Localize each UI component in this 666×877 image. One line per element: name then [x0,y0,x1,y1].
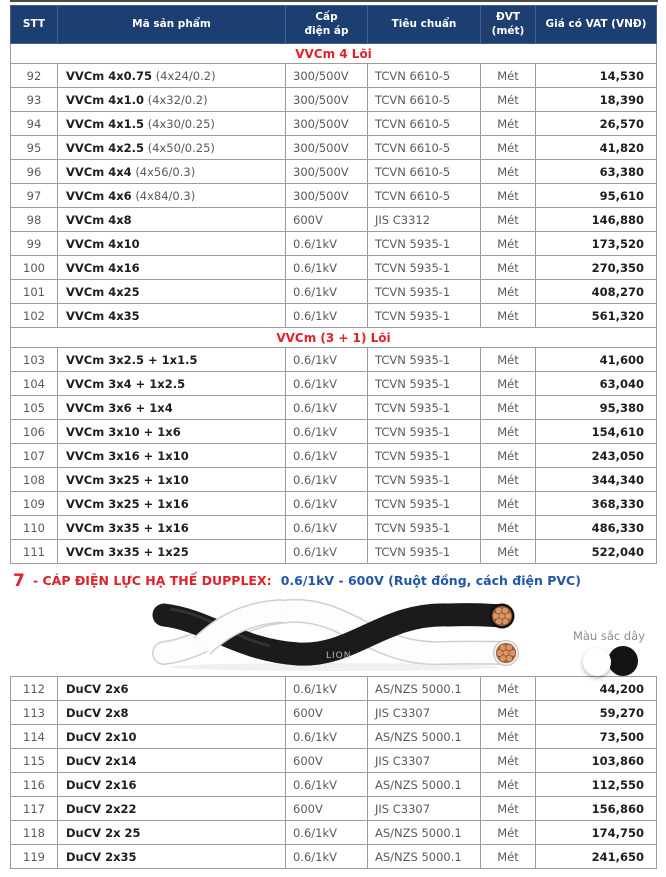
unit-cell: Mét [481,420,536,444]
voltage-cell: 300/500V [286,184,368,208]
stt-cell: 97 [11,184,58,208]
voltage-cell: 0.6/1kV [286,348,368,372]
unit-cell: Mét [481,372,536,396]
product-code: VVCm 3x25 + 1x10 [66,472,189,487]
standard-cell: AS/NZS 5000.1 [368,821,481,845]
standard-cell: TCVN 6610-5 [368,136,481,160]
unit-cell: Mét [481,136,536,160]
standard-cell: JIS C3307 [368,701,481,725]
table-row [11,348,657,372]
stt-cell: 116 [11,773,58,797]
product-code: VVCm 3x4 + 1x2.5 [66,376,186,391]
stt-cell: 95 [11,136,58,160]
voltage-cell: 0.6/1kV [286,540,368,564]
stt-cell: 93 [11,88,58,112]
stt-cell: 109 [11,492,58,516]
standard-cell: TCVN 6610-5 [368,160,481,184]
unit-cell: Mét [481,160,536,184]
standard-cell: TCVN 5935-1 [368,516,481,540]
stt-cell: 106 [11,420,58,444]
stt-cell: 110 [11,516,58,540]
price-cell: 270,350 [536,256,657,280]
stt-cell: 114 [11,725,58,749]
product-code: VVCm 3x10 + 1x6 [66,424,181,439]
product-code: VVCm 4x6 [66,188,132,203]
table-row [11,160,657,184]
voltage-cell: 0.6/1kV [286,444,368,468]
standard-cell: TCVN 5935-1 [368,348,481,372]
standard-cell: JIS C3312 [368,208,481,232]
table-row [11,184,657,208]
product-note: (4x30/0.25) [147,116,215,131]
voltage-cell: 0.6/1kV [286,845,368,869]
product-cell [58,725,286,749]
price-cell: 241,650 [536,845,657,869]
table-row [11,701,657,725]
price-cell: 18,390 [536,88,657,112]
table-row [11,444,657,468]
product-cell [58,468,286,492]
voltage-cell: 0.6/1kV [286,256,368,280]
price-cell: 95,610 [536,184,657,208]
unit-cell: Mét [481,492,536,516]
price-cell: 112,550 [536,773,657,797]
product-cell [58,348,286,372]
voltage-cell: 300/500V [286,112,368,136]
standard-cell: TCVN 5935-1 [368,304,481,328]
voltage-cell: 0.6/1kV [286,821,368,845]
table-row [11,725,657,749]
standard-cell: TCVN 5935-1 [368,420,481,444]
product-cell [58,845,286,869]
black-wire-swatch [608,646,638,676]
standard-cell: AS/NZS 5000.1 [368,773,481,797]
table-row [11,773,657,797]
product-cell [58,208,286,232]
product-code: VVCm 4x0.75 [66,68,153,83]
section7-number: 7 [13,571,25,591]
table-row [11,256,657,280]
product-code: DuCV 2x6 [66,681,129,696]
unit-cell: Mét [481,256,536,280]
copper-end-black [490,604,515,629]
product-cell [58,677,286,701]
product-code: DuCV 2x16 [66,777,137,792]
section-header: VVCm 4 Lõi [11,44,657,64]
unit-cell: Mét [481,845,536,869]
standard-cell: AS/NZS 5000.1 [368,725,481,749]
table-row [11,208,657,232]
product-code: VVCm 3x35 + 1x16 [66,520,189,535]
col-standard: Tiêu chuẩn [368,6,481,44]
header-row [11,6,657,44]
price-cell: 41,600 [536,348,657,372]
stt-cell: 92 [11,64,58,88]
price-table-ducv [10,676,657,869]
unit-cell: Mét [481,797,536,821]
product-cell [58,516,286,540]
stt-cell: 113 [11,701,58,725]
product-code: VVCm 4x8 [66,212,132,227]
product-note: (4x84/0.3) [135,188,196,203]
stt-cell: 98 [11,208,58,232]
unit-cell: Mét [481,208,536,232]
unit-cell: Mét [481,64,536,88]
voltage-cell: 300/500V [286,64,368,88]
unit-cell: Mét [481,184,536,208]
standard-cell: TCVN 5935-1 [368,280,481,304]
product-code: VVCm 3x16 + 1x10 [66,448,189,463]
stt-cell: 108 [11,468,58,492]
unit-cell: Mét [481,749,536,773]
product-cell [58,184,286,208]
voltage-cell: 0.6/1kV [286,492,368,516]
price-cell: 41,820 [536,136,657,160]
price-cell: 63,380 [536,160,657,184]
product-note: (4x24/0.2) [155,68,216,83]
voltage-cell: 0.6/1kV [286,468,368,492]
product-cell [58,232,286,256]
unit-cell: Mét [481,444,536,468]
table-row [11,396,657,420]
voltage-cell: 0.6/1kV [286,396,368,420]
table-row [11,516,657,540]
stt-cell: 94 [11,112,58,136]
product-code: VVCm 4x16 [66,260,140,275]
price-cell: 561,320 [536,304,657,328]
col-unit: ĐVT (mét) [481,6,536,44]
product-note: (4x50/0.25) [147,140,215,155]
product-code: DuCV 2x8 [66,705,129,720]
standard-cell: TCVN 6610-5 [368,88,481,112]
price-cell: 154,610 [536,420,657,444]
product-cell [58,136,286,160]
legend-swatches [556,646,662,678]
voltage-cell: 600V [286,208,368,232]
price-cell: 26,570 [536,112,657,136]
standard-cell: JIS C3307 [368,797,481,821]
section7-title: - CÁP ĐIỆN LỰC HẠ THẾ DUPPLEX: [32,573,272,588]
unit-cell: Mét [481,232,536,256]
voltage-cell: 0.6/1kV [286,420,368,444]
table-row [11,232,657,256]
legend-label: Màu sắc dây [572,629,646,643]
product-note: (4x32/0.2) [147,92,208,107]
price-cell: 146,880 [536,208,657,232]
table-row [11,304,657,328]
product-cell [58,797,286,821]
voltage-cell: 600V [286,701,368,725]
price-cell: 522,040 [536,540,657,564]
copper-end-white [494,641,519,666]
unit-cell: Mét [481,468,536,492]
product-cell [58,749,286,773]
price-cell: 63,040 [536,372,657,396]
price-cell: 174,750 [536,821,657,845]
product-cell [58,112,286,136]
product-code: VVCm 4x1.5 [66,116,145,131]
product-code: VVCm 4x35 [66,308,140,323]
unit-cell: Mét [481,701,536,725]
product-code: VVCm 3x25 + 1x16 [66,496,189,511]
table-header [11,6,657,44]
price-cell: 156,860 [536,797,657,821]
voltage-cell: 300/500V [286,136,368,160]
voltage-cell: 600V [286,797,368,821]
stt-cell: 119 [11,845,58,869]
product-code: VVCm 4x25 [66,284,140,299]
col-price: Giá có VAT (VNĐ) [536,6,657,44]
standard-cell: TCVN 5935-1 [368,444,481,468]
section7-subtitle: 0.6/1kV - 600V (Ruột đồng, cách điện PVC) [280,573,581,588]
product-cell [58,540,286,564]
product-cell [58,304,286,328]
unit-cell: Mét [481,516,536,540]
standard-cell: TCVN 5935-1 [368,232,481,256]
stt-cell: 118 [11,821,58,845]
price-table-vvcm [10,5,657,564]
voltage-cell: 0.6/1kV [286,677,368,701]
product-cell [58,256,286,280]
unit-cell: Mét [481,396,536,420]
product-cell [58,701,286,725]
product-code: DuCV 2x10 [66,729,137,744]
voltage-cell: 600V [286,749,368,773]
standard-cell: AS/NZS 5000.1 [368,845,481,869]
unit-cell: Mét [481,821,536,845]
unit-cell: Mét [481,725,536,749]
standard-cell: TCVN 5935-1 [368,492,481,516]
product-cell [58,492,286,516]
product-code: VVCm 4x2.5 [66,140,145,155]
section-header-row [11,328,657,348]
table-row [11,420,657,444]
stt-cell: 102 [11,304,58,328]
col-voltage: Cấp điện áp [286,6,368,44]
page-top-rule [10,0,658,2]
price-cell: 59,270 [536,701,657,725]
price-cell: 103,860 [536,749,657,773]
stt-cell: 104 [11,372,58,396]
voltage-cell: 0.6/1kV [286,232,368,256]
unit-cell: Mét [481,304,536,328]
price-cell: 44,200 [536,677,657,701]
table-row [11,845,657,869]
stt-cell: 100 [11,256,58,280]
product-cell [58,160,286,184]
product-note: (4x56/0.3) [135,164,196,179]
stt-cell: 101 [11,280,58,304]
stt-cell: 111 [11,540,58,564]
product-code: DuCV 2x35 [66,849,137,864]
price-cell: 173,520 [536,232,657,256]
price-cell: 408,270 [536,280,657,304]
product-code: DuCV 2x14 [66,753,137,768]
standard-cell: TCVN 5935-1 [368,256,481,280]
unit-cell: Mét [481,88,536,112]
col-stt: STT [11,6,58,44]
standard-cell: AS/NZS 5000.1 [368,677,481,701]
product-code: DuCV 2x 25 [66,825,141,840]
standard-cell: TCVN 6610-5 [368,184,481,208]
product-cell [58,280,286,304]
section-header: VVCm (3 + 1) Lõi [11,328,657,348]
cable-brand-label: LION [326,651,352,661]
price-cell: 243,050 [536,444,657,468]
unit-cell: Mét [481,540,536,564]
duplex-cable-image [148,596,532,673]
unit-cell: Mét [481,112,536,136]
standard-cell: TCVN 5935-1 [368,396,481,420]
stt-cell: 112 [11,677,58,701]
standard-cell: TCVN 6610-5 [368,64,481,88]
product-code: VVCm 3x6 + 1x4 [66,400,173,415]
product-cell [58,773,286,797]
table-row [11,797,657,821]
product-code: VVCm 4x1.0 [66,92,145,107]
white-wire-swatch [583,648,611,676]
table-row [11,64,657,88]
voltage-cell: 0.6/1kV [286,280,368,304]
price-cell: 73,500 [536,725,657,749]
voltage-cell: 0.6/1kV [286,516,368,540]
product-cell [58,64,286,88]
unit-cell: Mét [481,773,536,797]
table-row [11,112,657,136]
price-cell: 95,380 [536,396,657,420]
product-code: DuCV 2x22 [66,801,137,816]
stt-cell: 115 [11,749,58,773]
product-code: VVCm 3x2.5 + 1x1.5 [66,352,198,367]
product-cell [58,420,286,444]
voltage-cell: 0.6/1kV [286,304,368,328]
table-row [11,677,657,701]
stt-cell: 107 [11,444,58,468]
voltage-cell: 0.6/1kV [286,773,368,797]
voltage-cell: 0.6/1kV [286,725,368,749]
unit-cell: Mét [481,677,536,701]
stt-cell: 105 [11,396,58,420]
voltage-cell: 0.6/1kV [286,372,368,396]
standard-cell: JIS C3307 [368,749,481,773]
table-row [11,88,657,112]
table-row [11,749,657,773]
section-header-row [11,44,657,64]
table-row [11,280,657,304]
product-cell [58,821,286,845]
product-code: VVCm 4x4 [66,164,132,179]
standard-cell: TCVN 5935-1 [368,468,481,492]
price-cell: 14,530 [536,64,657,88]
stt-cell: 117 [11,797,58,821]
table-row [11,136,657,160]
standard-cell: TCVN 5935-1 [368,540,481,564]
voltage-cell: 300/500V [286,160,368,184]
price-cell: 344,340 [536,468,657,492]
standard-cell: TCVN 5935-1 [368,372,481,396]
standard-cell: TCVN 6610-5 [368,112,481,136]
section7-heading [13,570,581,591]
table-row [11,821,657,845]
table-row [11,468,657,492]
table-row [11,540,657,564]
product-cell [58,88,286,112]
product-cell [58,372,286,396]
stt-cell: 96 [11,160,58,184]
table-row [11,492,657,516]
stt-cell: 99 [11,232,58,256]
product-cell [58,444,286,468]
stt-cell: 103 [11,348,58,372]
unit-cell: Mét [481,348,536,372]
unit-cell: Mét [481,280,536,304]
voltage-cell: 300/500V [286,88,368,112]
price-cell: 486,330 [536,516,657,540]
table-row [11,372,657,396]
product-code: VVCm 3x35 + 1x25 [66,544,189,559]
product-cell [58,396,286,420]
price-cell: 368,330 [536,492,657,516]
wire-color-legend [556,629,662,678]
col-product: Mã sản phẩm [58,6,286,44]
product-code: VVCm 4x10 [66,236,140,251]
